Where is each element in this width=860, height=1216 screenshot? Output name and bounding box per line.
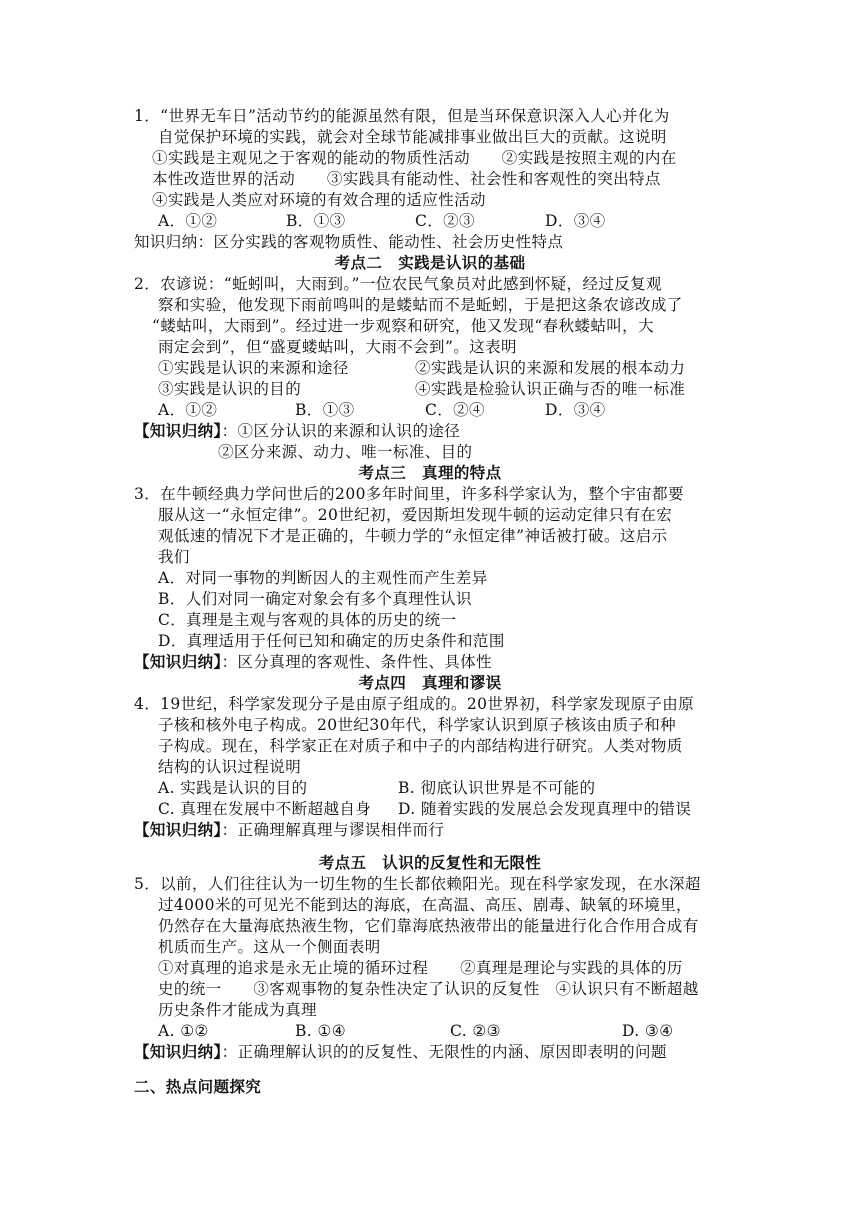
part-2-title: 二、热点问题探究 — [134, 1077, 262, 1096]
q2-statement-2: ②实践是认识的来源和发展的根本动力 — [415, 359, 686, 377]
q4-line-1: 4．19世纪，科学家发现分子是由原子组成的。20世界初，科学家发现原子由原 — [134, 695, 695, 713]
q1-line-4: 本性改造世界的活动 ③实践具有能动性、社会性和客观性的突出特点 — [152, 170, 661, 188]
q3-option-a: A．对同一事物的判断因人的主观性而产生差异 — [158, 569, 488, 587]
q4-option-c: C. 真理在发展中不断超越自身 — [158, 800, 372, 818]
q3-option-d: D．真理适用于任何已知和确定的历史条件和范围 — [158, 632, 505, 650]
q1-line-5: ④实践是人类应对环境的有效合理的适应性活动 — [152, 191, 486, 209]
q5-line-5: ①对真理的追求是永无止境的循环过程 ②真理是理论与实践的具体的历 — [158, 959, 683, 977]
q4-summary-label: 【知识归纳】 — [134, 820, 222, 839]
q2-statement-4: ④实践是检验认识正确与否的唯一标准 — [415, 380, 686, 398]
q2-summary — [134, 421, 460, 441]
q4-option-b: B. 彻底认识世界是不可能的 — [398, 779, 596, 797]
q2-option-d: D．③④ — [545, 401, 606, 419]
section-5-title: 考点五 认识的反复性和无限性 — [318, 853, 542, 872]
q3-option-c: C．真理是主观与客观的具体的历史的统一 — [158, 611, 457, 629]
q3-line-2: 服从这一“永恒定律”。20世纪初，爱因斯坦发现牛顿的运动定律只有在宏 — [158, 506, 673, 524]
q2-option-b: B．①③ — [295, 401, 355, 419]
q4-line-3: 子构成。现在，科学家正在对质子和中子的内部结构进行研究。人类对物质 — [158, 737, 683, 755]
q3-summary-label: 【知识归纳】 — [134, 652, 222, 671]
q1-option-d: D．③④ — [545, 212, 606, 230]
q2-option-c: C．②④ — [425, 401, 485, 419]
q2-line-4: 雨定会到”，但“盛夏蝼蛄叫，大雨不会到”。这表明 — [158, 338, 517, 356]
q2-line-1: 2．农谚说：“蚯蚓叫，大雨到。”一位农民气象员对此感到怀疑，经过反复观 — [134, 275, 662, 293]
q4-line-4: 结构的认识过程说明 — [158, 758, 302, 776]
q4-line-2: 子核和核外电子构成。20世纪30年代，科学家认识到原子核该由质子和种 — [158, 716, 677, 734]
q2-line-2: 察和实验，他发现下雨前鸣叫的是蝼蛄而不是蚯蚓，于是把这条农谚改成了 — [158, 296, 683, 314]
q5-line-6: 史的统一 ③客观事物的复杂性决定了认识的反复性 ④认识只有不断超越 — [158, 980, 699, 998]
q4-option-a: A. 实践是认识的目的 — [158, 779, 308, 797]
q4-summary — [134, 820, 444, 840]
section-4-title: 考点四 真理和谬误 — [358, 673, 502, 692]
q5-summary — [134, 1042, 667, 1062]
q2-summary-label: 【知识归纳】 — [134, 421, 222, 440]
q5-line-3: 仍然存在大量海底热液生物，它们靠海底热液带出的能量进行化合作用合成有 — [158, 917, 699, 935]
q1-summary: 知识归纳：区分实践的客观物质性、能动性、社会历史性特点 — [134, 233, 564, 251]
q1-option-a: A．①② — [158, 212, 218, 230]
q2-summary-text: ：①区分认识的来源和认识的途径 — [221, 422, 461, 440]
q5-option-a: A. ①② — [158, 1022, 209, 1040]
q3-option-b: B．人们对同一确定对象会有多个真理性认识 — [158, 590, 472, 608]
q5-summary-label: 【知识归纳】 — [134, 1042, 222, 1061]
q5-summary-text: ：正确理解认识的的反复性、无限性的内涵、原因即表明的问题 — [221, 1043, 667, 1061]
q5-option-c: C. ②③ — [450, 1022, 501, 1040]
q4-option-d: D. 随着实践的发展总会发现真理中的错误 — [398, 800, 692, 818]
q5-line-7: 历史条件才能成为真理 — [158, 1001, 318, 1019]
q2-line-3: “蝼蛄叫，大雨到”。经过进一步观察和研究，他又发现“春秋蝼蛄叫，大 — [152, 317, 654, 335]
q1-option-c: C．②③ — [415, 212, 475, 230]
q1-line-3: ①实践是主观见之于客观的能动的物质性活动 ②实践是按照主观的内在 — [152, 149, 677, 167]
q3-summary — [134, 652, 492, 672]
q3-line-3: 观低速的情况下才是正确的，牛顿力学的“永恒定律”神话被打破。这启示 — [158, 527, 668, 545]
q4-summary-text: ：正确理解真理与谬误相伴而行 — [221, 821, 445, 839]
q1-line-2: 自觉保护环境的实践，就会对全球节能减排事业做出巨大的贡献。这说明 — [158, 128, 667, 146]
section-2-title: 考点二 实践是认识的基础 — [334, 253, 526, 272]
q5-line-1: 5．以前，人们往往认为一切生物的生长都依赖阳光。现在科学家发现，在水深超 — [134, 875, 701, 893]
q3-summary-text: ：区分真理的客观性、条件性、具体性 — [221, 653, 492, 671]
q2-statement-3: ③实践是认识的目的 — [158, 380, 302, 398]
q2-summary-2: ②区分来源、动力、唯一标准、目的 — [218, 443, 473, 461]
q1-option-b: B．①③ — [286, 212, 346, 230]
q3-line-4: 我们 — [158, 548, 190, 566]
q3-line-1: 3．在牛顿经典力学问世后的200多年时间里，许多科学家认为，整个宇宙都要 — [134, 485, 684, 503]
q1-line-1: 1．“世界无车日”活动节约的能源虽然有限，但是当环保意识深入人心并化为 — [134, 107, 670, 125]
q5-option-b: B. ①④ — [295, 1022, 347, 1040]
q2-statement-1: ①实践是认识的来源和途径 — [158, 359, 349, 377]
q5-line-4: 机质而生产。这从一个侧面表明 — [158, 938, 381, 956]
q5-line-2: 过4000米的可见光不能到达的海底，在高温、高压、剧毒、缺氧的环境里， — [158, 896, 692, 914]
q5-option-d: D. ③④ — [622, 1022, 674, 1040]
q2-option-a: A．①② — [158, 401, 218, 419]
section-3-title: 考点三 真理的特点 — [358, 463, 502, 482]
